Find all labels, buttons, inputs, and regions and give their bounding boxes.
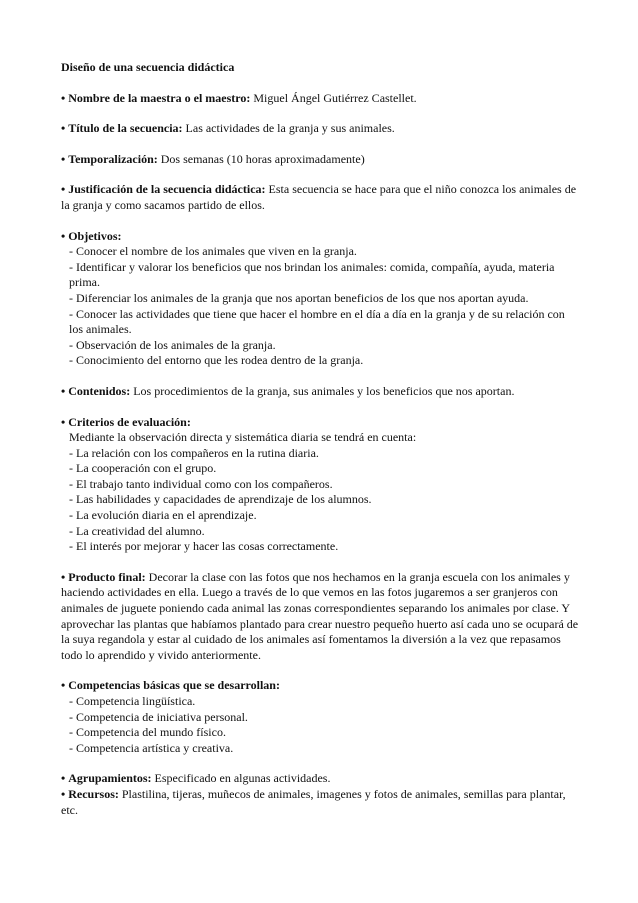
document-title: Diseño de una secuencia didáctica bbox=[61, 60, 235, 74]
section-final-product bbox=[61, 570, 581, 664]
list-item: - La cooperación con el grupo. bbox=[69, 461, 217, 476]
bullet: • bbox=[61, 121, 66, 136]
list-item: - Competencia lingüística. bbox=[69, 694, 196, 708]
criteria-label: Criterios de evaluación: bbox=[68, 414, 191, 429]
competencies-list bbox=[61, 694, 581, 756]
justification-value: Esta secuencia se hace para que el niño conozca los animales de la granja y como sacamos partido de ellos. bbox=[61, 182, 577, 212]
contents-label: Contenidos: bbox=[68, 383, 131, 398]
bullet: • bbox=[61, 228, 66, 243]
competencies-label: Competencias básicas que se desarrollan: bbox=[68, 678, 280, 693]
section-sequence-title bbox=[61, 121, 581, 137]
bullet: • bbox=[61, 771, 66, 786]
list-item: - Identificar y valorar los beneficios que nos brindan los animales: comida, compañía, ayuda, materia prima. bbox=[69, 259, 555, 290]
list-item: - Observación de los animales de la granja. bbox=[69, 337, 276, 352]
list-item: - La relación con los compañeros en la rutina diaria. bbox=[69, 445, 319, 460]
objectives-label: Objetivos: bbox=[68, 228, 122, 243]
list-item: - El interés por mejorar y hacer las cosas correctamente. bbox=[69, 539, 339, 554]
timing-label: Temporalización: bbox=[68, 151, 158, 166]
teacher-value: Miguel Ángel Gutiérrez Castellet. bbox=[253, 90, 417, 105]
bullet: • bbox=[61, 90, 66, 105]
bullet: • bbox=[61, 569, 66, 584]
list-item: - La creatividad del alumno. bbox=[69, 523, 205, 538]
bullet: • bbox=[61, 786, 66, 801]
section-contents bbox=[61, 384, 581, 400]
final-product-value: Decorar la clase con las fotos que nos hechamos en la granja escuela con los animales y haciendo actividades en ella. Luego a través de lo que vemos en las fotos jugaremos a ser granjeros con animales de juguete poniendo cada animal las zonas correspondientes separando los animales por clase. Y aprovechar las plantas que habíamos plantado para crear nuestro pequeño huerto así cada uno se ocupará de la suya regandola y estar al cuidado de los animales así fomentamos la diversión a la vez que repasamos todo lo aprendido y vivido anteriormente. bbox=[61, 569, 579, 662]
section-resources bbox=[61, 787, 581, 818]
bullet: • bbox=[61, 151, 66, 166]
list-item: - La evolución diaria en el aprendizaje. bbox=[69, 508, 257, 523]
list-item: - Conocimiento del entorno que les rodea dentro de la granja. bbox=[69, 353, 364, 368]
final-product-label: Producto final: bbox=[68, 569, 146, 584]
document-page bbox=[61, 60, 581, 833]
resources-value: Plastilina, tijeras, muñecos de animales, imagenes y fotos de animales, semillas para plantar, etc. bbox=[61, 786, 566, 817]
resources-label: Recursos: bbox=[68, 786, 119, 801]
objectives-list bbox=[61, 244, 581, 369]
bullet: • bbox=[61, 414, 66, 429]
list-item: - El trabajo tanto individual como con los compañeros. bbox=[69, 476, 333, 491]
bullet: • bbox=[61, 383, 66, 398]
list-item: - Conocer las actividades que tiene que hacer el hombre en el día a día en la granja y de su relación con los animales. bbox=[69, 306, 565, 337]
list-item: - Competencia de iniciativa personal. bbox=[69, 709, 248, 724]
bullet: • bbox=[61, 678, 66, 693]
justification-label: Justificación de la secuencia didáctica: bbox=[68, 182, 266, 197]
bullet: • bbox=[61, 182, 66, 197]
sequence-title-label: Título de la secuencia: bbox=[68, 121, 183, 136]
timing-value: Dos semanas (10 horas aproximadamente) bbox=[160, 151, 365, 166]
section-objectives bbox=[61, 229, 581, 369]
criteria-list bbox=[61, 446, 581, 555]
teacher-label: Nombre de la maestra o el maestro: bbox=[68, 90, 251, 105]
list-item: - Competencia artística y creativa. bbox=[69, 740, 234, 755]
contents-value: Los procedimientos de la granja, sus animales y los beneficios que nos aportan. bbox=[133, 383, 515, 398]
list-item: - Las habilidades y capacidades de aprendizaje de los alumnos. bbox=[69, 492, 372, 507]
section-groupings bbox=[61, 771, 581, 787]
criteria-intro: Mediante la observación directa y sistemática diaria se tendrá en cuenta: bbox=[69, 430, 417, 445]
section-criteria bbox=[61, 415, 581, 555]
sequence-title-value: Las actividades de la granja y sus animales. bbox=[185, 121, 395, 136]
list-item: - Diferenciar los animales de la granja que nos aportan beneficios de los que nos aportan ayuda. bbox=[69, 290, 529, 305]
list-item: - Conocer el nombre de los animales que viven en la granja. bbox=[69, 244, 357, 259]
groupings-label: Agrupamientos: bbox=[68, 771, 152, 786]
section-justification bbox=[61, 182, 581, 213]
groupings-value: Especificado en algunas actividades. bbox=[154, 771, 331, 786]
list-item: - Competencia del mundo físico. bbox=[69, 725, 226, 740]
section-timing bbox=[61, 152, 581, 168]
section-teacher bbox=[61, 91, 581, 107]
section-competencies bbox=[61, 678, 581, 756]
